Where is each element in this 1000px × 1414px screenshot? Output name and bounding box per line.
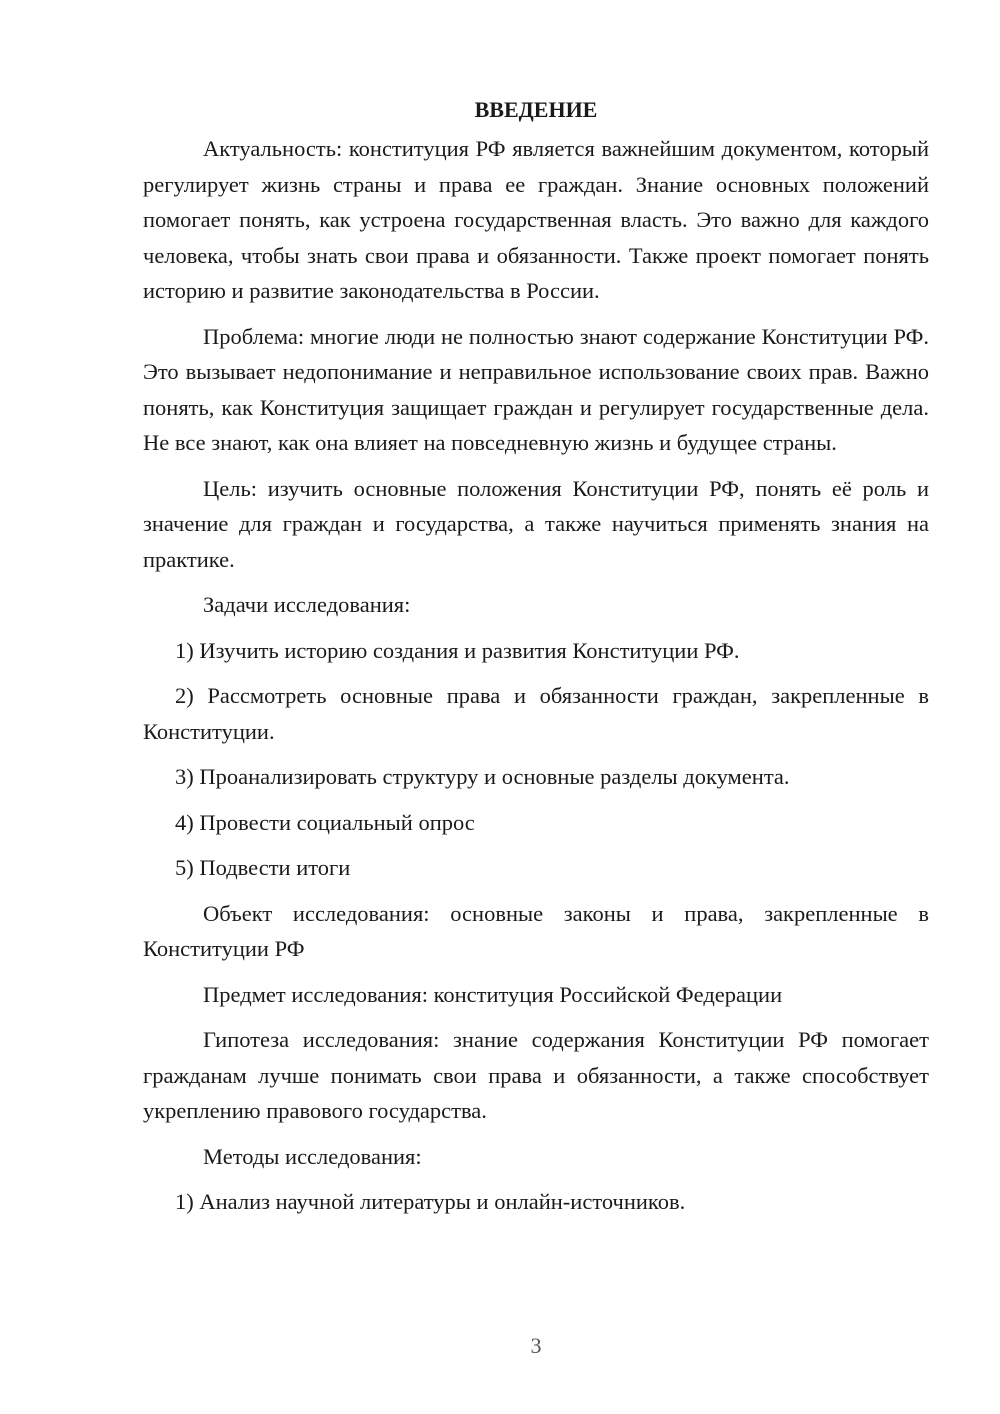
paragraph-relevance: Актуальность: конституция РФ является важнейшим документом, который регулирует жизнь страны и права ее граждан. Знание основных положений помогает понять, как устроена государственная власть. Это важно для каждого человека, чтобы знать свои права и обязанности. Также проект помогает понять историю и развитие законодательства в России.	[143, 136, 929, 303]
paragraph-tasks-heading: Задачи исследования:	[203, 592, 411, 617]
paragraph-goal: Цель: изучить основные положения Конституции РФ, понять её роль и значение для граждан и государства, а также научиться применять знания на практике.	[143, 475, 929, 572]
paragraph-methods-heading: Методы исследования:	[203, 1143, 422, 1169]
paragraph-subject: Предмет исследования: конституция Российской Федерации	[203, 981, 783, 1007]
paragraph-problem: Проблема: многие люди не полностью знают содержание Конституции РФ. Это вызывает недопонимание и неправильное использование своих прав. Важно понять, как Конституция защищает граждан и регулирует государственные дела. Не все знают, как она влияет на повседневную жизнь и будущее страны.	[143, 323, 929, 455]
task-item-3: 3) Проанализировать структуру и основные разделы документа.	[175, 764, 790, 789]
paragraph-hypothesis: Гипотеза исследования: знание содержания Конституции РФ помогает гражданам лучше понимать свои права и обязанности, а также способствует укреплению правового государства.	[143, 1027, 929, 1123]
task-item-4: 4) Провести социальный опрос	[175, 809, 475, 835]
task-item-2: 2) Рассмотреть основные права и обязанности граждан, закрепленные в Конституции.	[143, 683, 929, 744]
page-number: 3	[530, 1333, 542, 1358]
paragraph-object: Объект исследования: основные законы и права, закрепленные в Конституции РФ	[143, 900, 929, 961]
task-item-5: 5) Подвести итоги	[175, 855, 351, 880]
task-item-1: 1) Изучить историю создания и развития Конституции РФ.	[175, 637, 740, 663]
method-item-1: 1) Анализ научной литературы и онлайн-источников.	[175, 1189, 686, 1214]
document-page	[143, 92, 929, 1230]
section-title: ВВЕДЕНИЕ	[474, 97, 598, 122]
